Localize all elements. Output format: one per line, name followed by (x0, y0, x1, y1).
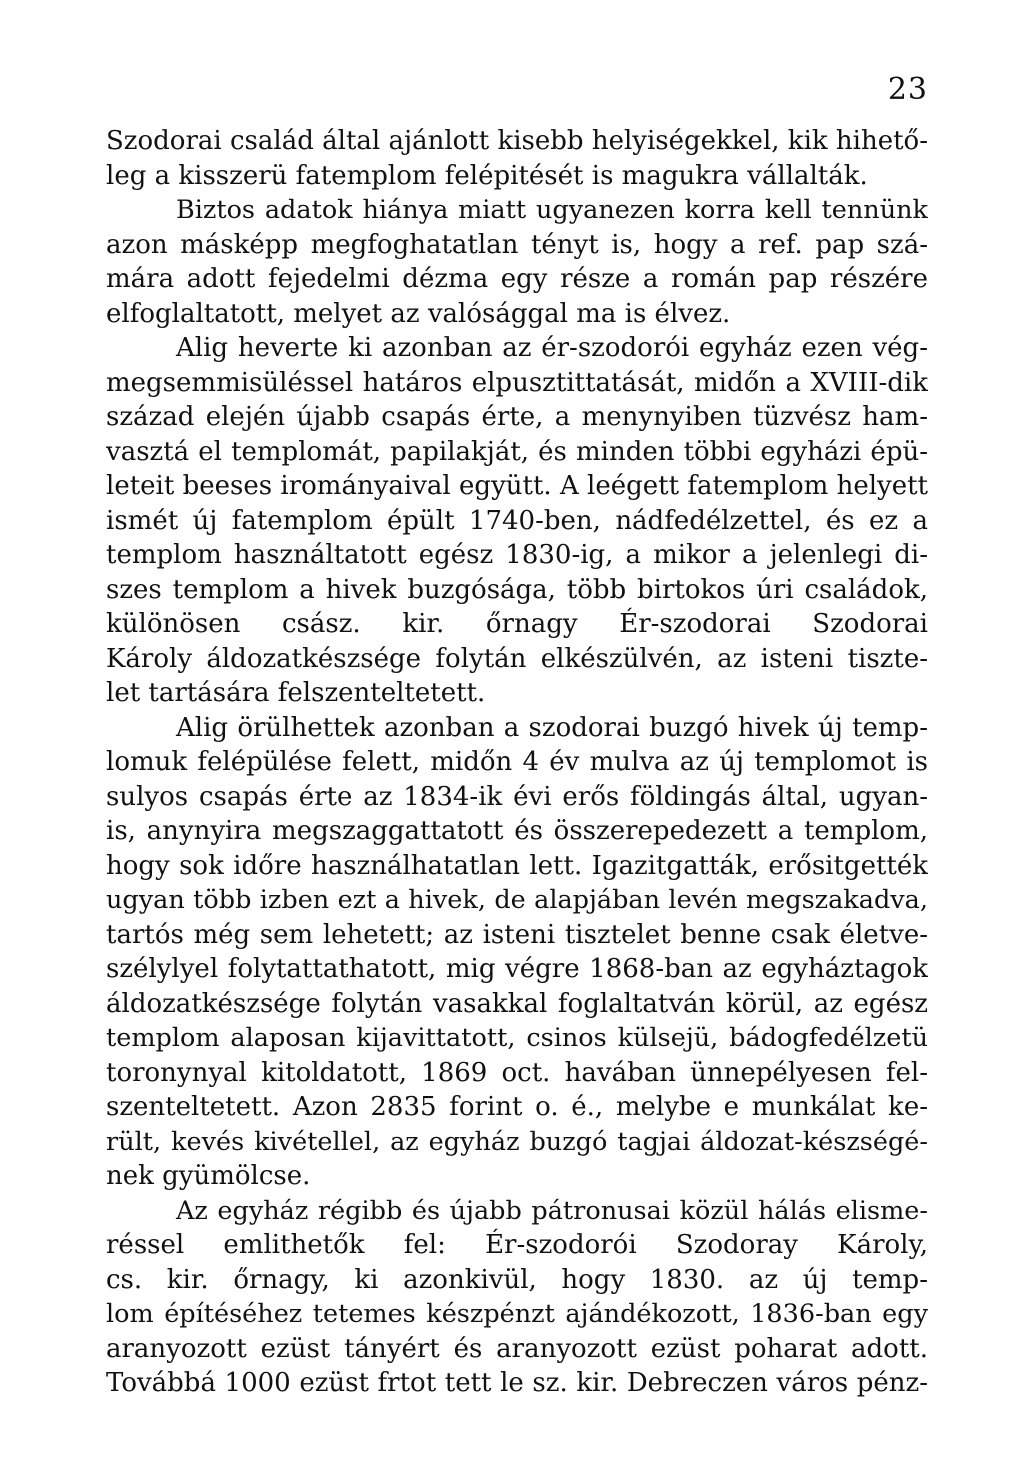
text-line: toronynyal kitoldatott, 1869 oct. havában ünnepélyesen fel- (106, 1057, 928, 1088)
text-line: let tartására felszenteltetett. (106, 678, 486, 708)
text-line: Károly áldozatkészsége folytán elkészülvén, az isteni tiszte- (106, 643, 928, 674)
text-line: Biztos adatok hiánya miatt ugyanezen korra kell tennünk (176, 195, 928, 225)
text-line: mára adott fejedelmi dézma egy része a román pap részére (106, 264, 928, 294)
text-line: templom alaposan kijavittatott, csinos külsejü, bádogfedélzetü (106, 1023, 928, 1053)
text-line: szes templom a hivek buzgósága, több birtokos úri családok, (106, 574, 928, 605)
text-line: lomuk felépülése felett, midőn 4 év mulva az új templomot is (106, 747, 928, 777)
text-line: elfoglaltatott, melyet az valósággal ma is élvez. (106, 298, 731, 329)
text-line: különösen csász. kir. őrnagy Ér-szodorai Szodorai (106, 609, 928, 639)
text-line: hogy sok időre használhatatlan lett. Igazitgatták, erősitgették (106, 850, 928, 881)
text-line: nek gyümölcse. (106, 1161, 311, 1191)
text-line: is, anynyira megszaggattatott és összerepedezett a templom, (106, 816, 928, 846)
text-line: réssel emlithetők fel: Ér-szodorói Szodoray Károly, (106, 1230, 928, 1260)
text-line: Az egyház régibb és újabb pátronusai közül hálás elisme- (176, 1195, 928, 1226)
text-line: ugyan több izben ezt a hivek, de alapjában levén megszakadva, (106, 885, 928, 915)
text-line: szélylyel folytattathatott, mig végre 1868-ban az egyháztagok (106, 954, 928, 984)
text-line: leteit beeses irományaival együtt. A leégett fatemplom helyett (106, 471, 928, 501)
text-line: megsemmisüléssel határos elpusztittatását, midőn a XVIII-dik (106, 367, 928, 398)
text-line: lom építéséhez tetemes készpénzt ajándékozott, 1836-ban egy (106, 1299, 928, 1329)
text-line: azon másképp megfoghatatlan tényt is, hogy a ref. pap szá- (106, 229, 928, 260)
text-line: leg a kisszerü fatemplom felépitését is magukra vállalták. (106, 160, 868, 191)
text-line: Alig örülhettek azonban a szodorai buzgó hivek új temp- (176, 712, 928, 743)
text-line: Szodorai család által ajánlott kisebb helyiségekkel, kik hihető- (106, 126, 928, 156)
text-line: rült, kevés kivétellel, az egyház buzgó tagjai áldozat-készségé- (106, 1126, 928, 1157)
text-line: vasztá el templomát, papilakját, és minden többi egyházi épü- (106, 436, 928, 467)
text-line: század elején újabb csapás érte, a menynyiben tüzvész ham- (106, 402, 928, 432)
body-text (106, 124, 928, 1401)
text-line: Továbbá 1000 ezüst frtot tett le sz. kir. Debreczen város pénz- (106, 1368, 928, 1398)
text-line: áldozatkészsége folytán vasakkal foglaltatván körül, az egész (106, 988, 928, 1019)
text-line: templom használtatott egész 1830-ig, a mikor a jelenlegi di- (106, 540, 928, 570)
text-line: cs. kir. őrnagy, ki azonkivül, hogy 1830. az új temp- (106, 1264, 928, 1295)
page-number: 23 (887, 72, 928, 107)
text-line: aranyozott ezüst tányért és aranyozott ezüst poharat adott. (106, 1333, 928, 1364)
text-line: ismét új fatemplom épült 1740-ben, nádfedélzettel, és ez a (106, 505, 928, 536)
text-line: tartós még sem lehetett; az isteni tisztelet benne csak életve- (106, 919, 928, 950)
text-line: Alig heverte ki azonban az ér-szodorói egyház ezen vég- (176, 333, 928, 363)
text-line: szenteltetett. Azon 2835 forint o. é., melybe e munkálat ke- (106, 1092, 928, 1122)
text-line: sulyos csapás érte az 1834-ik évi erős földingás által, ugyan- (106, 781, 928, 812)
